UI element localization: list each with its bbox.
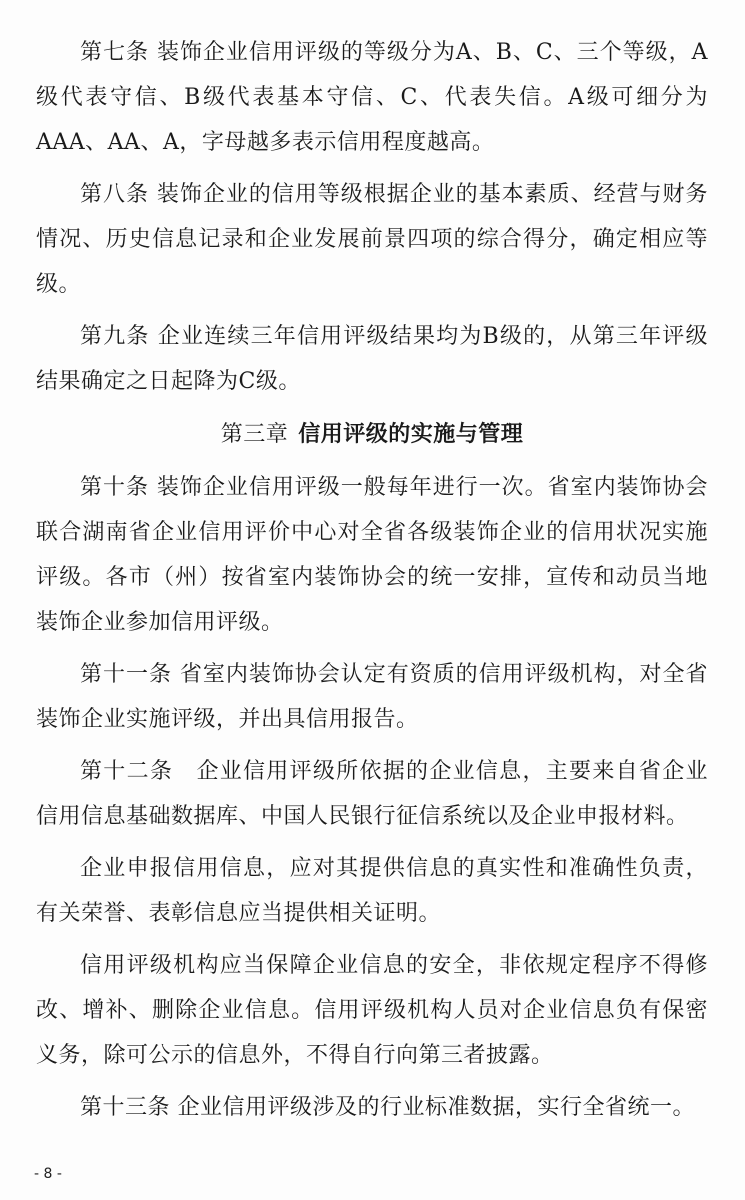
article-7: 第七条 装饰企业信用评级的等级分为A、B、C、三个等级，A级代表守信、B级代表基本守信、C、代表失信。A级可细分为AAA、AA、A，字母越多表示信用程度越高。 — [36, 40, 708, 155]
article-11: 第十一条 省室内装饰协会认定有资质的信用评级机构，对全省装饰企业实施评级，并出具信用报告。 — [36, 662, 708, 732]
article-12: 第十二条 企业信用评级所依据的企业信息，主要来自省企业信用信息基础数据库、中国人民银行征信系统以及企业申报材料。 — [36, 759, 708, 829]
chapter-heading — [36, 412, 708, 457]
article-8: 第八条 装饰企业的信用等级根据企业的基本素质、经营与财务情况、历史信息记录和企业发展前景四项的综合得分，确定相应等级。 — [36, 182, 708, 297]
chapter-number: 第三章 — [220, 422, 289, 447]
article-13: 第十三条 企业信用评级涉及的行业标准数据，实行全省统一。 — [80, 1095, 695, 1120]
article-12-clause-2: 企业申报信用信息，应对其提供信息的真实性和准确性负责，有关荣誉、表彰信息应当提供相关证明。 — [36, 856, 708, 926]
chapter-title: 信用评级的实施与管理 — [298, 421, 524, 447]
article-10: 第十条 装饰企业信用评级一般每年进行一次。省室内装饰协会联合湖南省企业信用评价中心对全省各级装饰企业的信用状况实施评级。各市（州）按省室内装饰协会的统一安排，宣传和动员当地装饰企业参加信用评级。 — [36, 475, 708, 635]
page-number: - 8 - — [34, 1166, 62, 1182]
article-12-clause-3: 信用评级机构应当保障企业信息的安全，非依规定程序不得修改、增补、删除企业信息。信用评级机构人员对企业信息负有保密义务，除可公示的信息外，不得自行向第三者披露。 — [36, 953, 708, 1068]
document-body — [36, 30, 708, 1130]
article-9: 第九条 企业连续三年信用评级结果均为B级的，从第三年评级结果确定之日起降为C级。 — [36, 324, 708, 394]
